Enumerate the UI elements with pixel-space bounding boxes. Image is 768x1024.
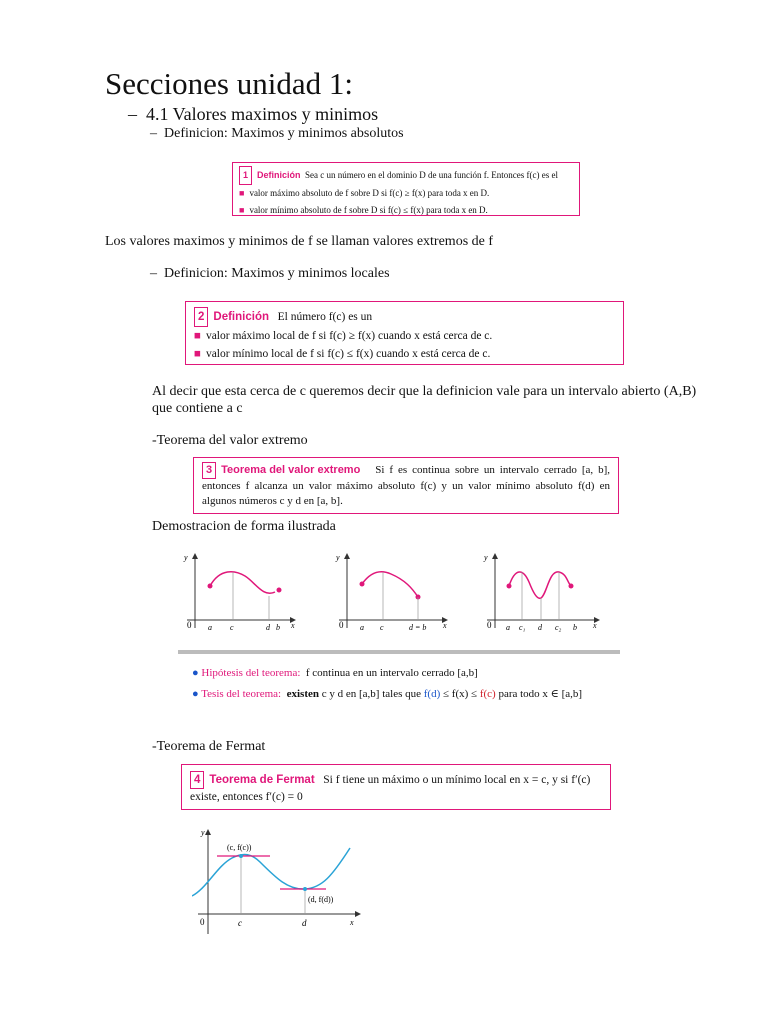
definition-1-box: 1 Definición Sea c un número en el dominio D de una función f. Entonces f(c) es el ■ valor máximo absoluto de f sobre D si f(c) ≥ f(x) para toda x en D. ■ valor mínimo absoluto de f sobre D si f(c) ≤ f(x) para toda x en D. (232, 162, 580, 216)
tesis-fd: f(d) (423, 688, 441, 700)
divider (178, 650, 620, 654)
def3-number: 3 (202, 462, 216, 479)
hipotesis-text: f continua en un intervalo cerrado [a,b] (305, 667, 478, 679)
def3-tag: Teorema del valor extremo (221, 464, 361, 476)
fermat-graph (192, 826, 364, 938)
g3-tick-d: d (538, 623, 542, 632)
g1-x-label: x (291, 621, 295, 630)
teorema-extremo-heading: -Teorema del valor extremo (152, 433, 308, 448)
fermat-x-label: x (350, 918, 354, 927)
g1-tick-c: c (230, 623, 234, 632)
definition-2-box: 2 Definición El número f(c) es un ■ valor máximo local de f si f(c) ≥ f(x) cuando x está cerca de c. ■ valor mínimo local de f si f(c) ≤ f(x) cuando x está cerca de c. (185, 301, 624, 365)
bullet-icon: ● (192, 688, 199, 700)
def1-number: 1 (239, 166, 252, 185)
def1-item-2: valor mínimo absoluto de f sobre D si f(c) ≤ f(x) para toda x en D. (249, 205, 488, 215)
tesis-label: Tesis del teorema: (201, 688, 282, 700)
tesis-text-b: para todo x ∈ [a,b] (498, 688, 583, 700)
g3-tick-a: a (506, 623, 510, 632)
hipotesis-row (192, 663, 582, 684)
graph-1 (183, 553, 295, 632)
g2-y-label: y (336, 553, 340, 562)
fermat-tick-c: c (238, 918, 242, 928)
fermat-tick-d: d (302, 918, 307, 928)
tesis-strong: existen (286, 688, 319, 700)
fermat-min-label: (d, f(d)) (308, 895, 334, 904)
fermat-heading: -Teorema de Fermat (152, 739, 266, 754)
extremos-text: Los valores maximos y minimos de f se llaman valores extremos de f (105, 234, 494, 249)
def3-text: Si f es continua sobre un intervalo cerrado [a, b], entonces f alcanza un valor máximo absoluto f(c) y un valor mínimo absoluto f(d) en algunos números c y d en [a, b]. (202, 464, 611, 507)
g3-y-label: y (484, 553, 488, 562)
g1-tick-b: b (276, 623, 280, 632)
def2-item-2: valor mínimo local de f si f(c) ≤ f(x) cuando x está cerca de c. (205, 348, 491, 360)
def4-tag: Teorema de Fermat (209, 774, 315, 786)
g1-tick-d: d (266, 623, 270, 632)
fermat-zero: 0 (200, 917, 205, 927)
extreme-value-graphs (175, 548, 620, 636)
g3-tick-c1: c₁ (519, 623, 526, 632)
g3-x-label: x (593, 621, 597, 630)
g2-tick-db: d = b (409, 623, 427, 632)
tesis-mid: ≤ f(x) ≤ (443, 688, 478, 700)
g1-y-label: y (184, 553, 188, 562)
fermat-max-label: (c, f(c)) (227, 843, 252, 852)
def4-text: Si f tiene un máximo o un mínimo local en x = c, y si f′(c) existe, entonces f′(c) = 0 (190, 774, 591, 803)
tesis-text-a: c y d en [a,b] tales que (321, 688, 421, 700)
g3-tick-c2: c₂ (555, 623, 562, 632)
def1-tag: Definición (257, 170, 301, 180)
definition-3-box (193, 457, 619, 514)
g1-zero: 0 (187, 620, 192, 630)
def2-item-1: valor máximo local de f si f(c) ≥ f(x) cuando x está cerca de c. (205, 330, 493, 342)
def2-number: 2 (194, 307, 208, 327)
graph-3 (483, 553, 597, 632)
g3-tick-b: b (573, 623, 577, 632)
def1-intro: Sea c un número en el dominio D de una función f. Entonces f(c) es el (305, 170, 558, 180)
def2-intro: El número f(c) es un (277, 311, 373, 323)
def4-number: 4 (190, 771, 204, 789)
demostracion-text: Demostracion de forma ilustrada (152, 519, 336, 534)
fermat-y-label: y (201, 828, 205, 837)
graph-2 (335, 553, 447, 632)
g3-zero: 0 (487, 620, 492, 630)
bullet-icon: ● (192, 667, 199, 679)
g2-zero: 0 (339, 620, 344, 630)
def1-heading: – Definicion: Maximos y minimos absolutos (150, 126, 404, 141)
hipotesis-label: Hipótesis del teorema: (201, 667, 301, 679)
tesis-row (192, 684, 582, 705)
g1-tick-a: a (208, 623, 212, 632)
g2-tick-a: a (360, 623, 364, 632)
tesis-fc: f(c) (479, 688, 496, 700)
section-heading: – 4.1 Valores maximos y minimos (128, 104, 379, 124)
definition-4-box (181, 764, 611, 810)
cerca-text: Al decir que esta cerca de c queremos decir que la definicion vale para un intervalo abierto (A,B) que contiene a c (152, 384, 697, 416)
def2-tag: Definición (213, 311, 269, 323)
page-title: Secciones unidad 1: (105, 66, 353, 101)
def2-heading: – Definicion: Maximos y minimos locales (150, 266, 390, 281)
def1-item-1: valor máximo absoluto de f sobre D si f(c) ≥ f(x) para toda x en D. (249, 188, 490, 198)
g2-tick-c: c (380, 623, 384, 632)
g2-x-label: x (443, 621, 447, 630)
theorem-summary (192, 663, 582, 705)
